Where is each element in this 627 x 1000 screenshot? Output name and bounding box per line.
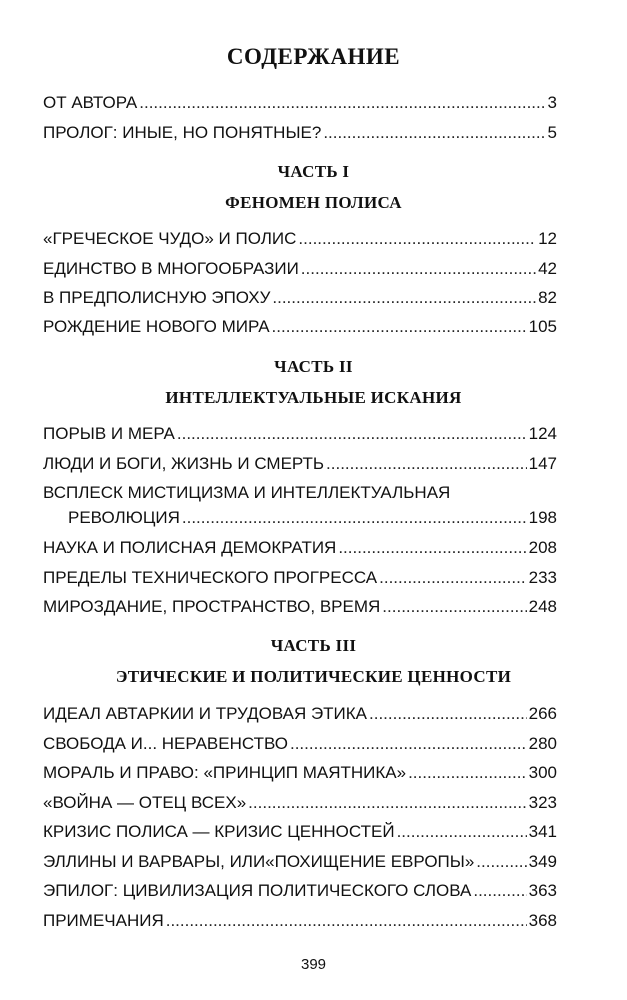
leader-dots	[326, 453, 527, 475]
entry-label: ЭЛЛИНЫ И ВАРВАРЫ, ИЛИ«ПОХИЩЕНИЕ ЕВРОПЫ»	[43, 852, 475, 871]
toc-entry	[43, 122, 557, 144]
entry-label-line1: ВСПЛЕСК МИСТИЦИЗМА И ИНТЕЛЛЕКТУАЛЬНАЯ	[43, 483, 451, 502]
toc-entry	[43, 821, 557, 843]
toc-entry	[43, 92, 557, 114]
entry-label: МИРОЗДАНИЕ, ПРОСТРАНСТВО, ВРЕМЯ	[43, 597, 381, 616]
leader-dots	[473, 880, 526, 902]
entry-label: ПОРЫВ И МЕРА	[43, 424, 175, 443]
entry-page: 368	[528, 911, 557, 930]
toc-entry	[43, 596, 557, 618]
toc-entry	[43, 258, 557, 280]
toc-entry	[43, 287, 557, 309]
entry-label: «ГРЕЧЕСКОЕ ЧУДО» И ПОЛИС	[43, 229, 297, 248]
entry-label: ОТ АВТОРА	[43, 93, 138, 112]
entry-label: «ВОЙНА — ОТЕЦ ВСЕХ»	[43, 793, 247, 812]
leader-dots	[338, 537, 526, 559]
entry-page: 82	[538, 288, 557, 307]
entry-page: 266	[528, 704, 557, 723]
entry-page: 147	[528, 454, 557, 473]
toc-entry	[43, 228, 557, 250]
entry-label: МОРАЛЬ И ПРАВО: «ПРИНЦИП МАЯТНИКА»	[43, 763, 407, 782]
part-label: ЧАСТЬ I	[277, 162, 350, 181]
leader-dots	[476, 851, 526, 873]
part-label: ЧАСТЬ III	[270, 636, 357, 655]
entry-page: 363	[528, 881, 557, 900]
toc-entry	[43, 316, 557, 338]
entry-label: В ПРЕДПОЛИСНУЮ ЭПОХУ	[43, 288, 271, 307]
leader-dots	[298, 228, 536, 250]
toc-entry	[68, 507, 557, 529]
entry-page: 5	[547, 123, 557, 142]
entry-page: 105	[528, 317, 557, 336]
entry-label: НАУКА И ПОЛИСНАЯ ДЕМОКРАТИЯ	[43, 538, 337, 557]
entry-label: ЭПИЛОГ: ЦИВИЛИЗАЦИЯ ПОЛИТИЧЕСКОГО СЛОВА	[43, 881, 472, 900]
leader-dots	[272, 316, 527, 338]
entry-page: 248	[528, 597, 557, 616]
leader-dots	[323, 122, 545, 144]
leader-dots	[182, 507, 527, 529]
leader-dots	[301, 258, 536, 280]
leader-dots	[248, 792, 526, 814]
leader-dots	[397, 821, 527, 843]
part-title: ИНТЕЛЛЕКТУАЛЬНЫЕ ИСКАНИЯ	[165, 388, 462, 407]
entry-page: 341	[528, 822, 557, 841]
toc-entry	[43, 567, 557, 589]
leader-dots	[369, 703, 527, 725]
entry-page: 233	[528, 568, 557, 587]
entry-page: 3	[547, 93, 557, 112]
page-number: 399	[300, 956, 327, 973]
leader-dots	[177, 423, 527, 445]
leader-dots	[408, 762, 527, 784]
entry-page: 208	[528, 538, 557, 557]
entry-label: РОЖДЕНИЕ НОВОГО МИРА	[43, 317, 270, 336]
entry-page: 280	[528, 734, 557, 753]
leader-dots	[272, 287, 536, 309]
entry-label: ЛЮДИ И БОГИ, ЖИЗНЬ И СМЕРТЬ	[43, 454, 325, 473]
entry-label: РЕВОЛЮЦИЯ	[68, 508, 180, 527]
toc-entry	[43, 537, 557, 559]
part-label: ЧАСТЬ II	[274, 357, 353, 376]
toc-entry	[43, 851, 557, 873]
entry-page: 12	[538, 229, 557, 248]
part-title: ФЕНОМЕН ПОЛИСА	[225, 193, 402, 212]
entry-label: ПРИМЕЧАНИЯ	[43, 911, 164, 930]
entry-page: 323	[528, 793, 557, 812]
toc-entry	[43, 910, 557, 932]
leader-dots	[382, 596, 526, 618]
toc-entry	[43, 880, 557, 902]
toc-entry	[43, 453, 557, 475]
toc-entry	[43, 703, 557, 725]
entry-page: 124	[528, 424, 557, 443]
leader-dots	[139, 92, 545, 114]
entry-label: ПРОЛОГ: ИНЫЕ, НО ПОНЯТНЫЕ?	[43, 123, 322, 142]
part-title: ЭТИЧЕСКИЕ И ПОЛИТИЧЕСКИЕ ЦЕННОСТИ	[115, 667, 512, 686]
entry-label: СВОБОДА И... НЕРАВЕНСТВО	[43, 734, 288, 753]
toc-entry	[43, 762, 557, 784]
entry-page: 300	[528, 763, 557, 782]
entry-label: ЕДИНСТВО В МНОГООБРАЗИИ	[43, 259, 299, 278]
entry-label: КРИЗИС ПОЛИСА — КРИЗИС ЦЕННОСТЕЙ	[43, 822, 395, 841]
toc-entry	[43, 792, 557, 814]
toc-entry	[43, 423, 557, 445]
entry-page: 198	[528, 508, 557, 527]
toc-title: СОДЕРЖАНИЕ	[226, 44, 401, 69]
entry-label: ПРЕДЕЛЫ ТЕХНИЧЕСКОГО ПРОГРЕССА	[43, 568, 378, 587]
leader-dots	[166, 910, 527, 932]
entry-page: 349	[528, 852, 557, 871]
leader-dots	[290, 733, 527, 755]
toc-entry	[43, 733, 557, 755]
leader-dots	[379, 567, 527, 589]
entry-page: 42	[538, 259, 557, 278]
entry-label: ИДЕАЛ АВТАРКИИ И ТРУДОВАЯ ЭТИКА	[43, 704, 368, 723]
